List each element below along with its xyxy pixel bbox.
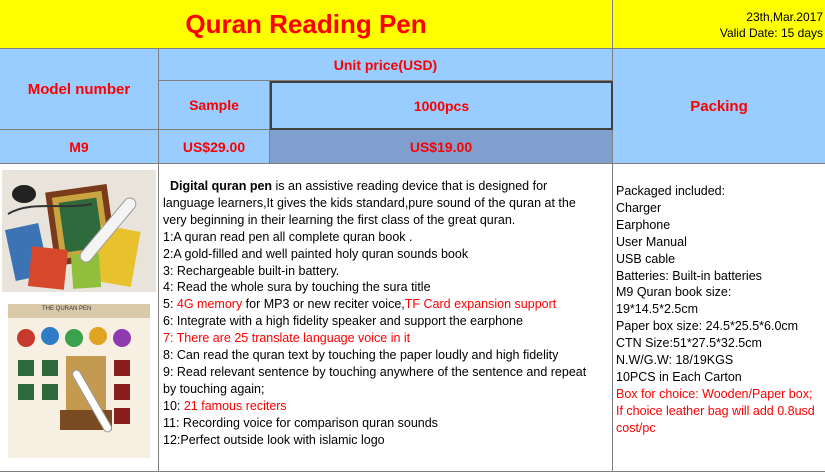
packing-line: Packaged included: — [616, 184, 726, 198]
desc-line: 4: Read the whole sura by touching the sura title — [163, 280, 431, 295]
packing-line: Paper box size: 24.5*25.5*6.0cm — [616, 319, 799, 334]
sample-price[interactable]: US$29.00 — [159, 130, 270, 164]
packing-line: CTN Size:51*27.5*32.5cm — [616, 336, 762, 351]
desc-line-5-tf: TF Card expansion support — [404, 297, 557, 312]
desc-line: 2:A gold-filled and well painted holy quran sounds book — [163, 246, 469, 261]
packing-header[interactable]: Packing — [613, 49, 825, 164]
desc-line-6: 6: Integrate with a high fidelity speaker and support the earphone — [163, 314, 523, 329]
desc-line-11: 11: Recording voice for comparison quran sounds — [163, 415, 438, 430]
desc-line-5-mid: for MP3 or new reciter voice, — [242, 297, 405, 312]
desc-line: very beginning in their learning the first class of the great quran. — [163, 212, 516, 227]
product-image-cell[interactable] — [0, 164, 159, 472]
model-value[interactable]: M9 — [0, 130, 159, 164]
packing-option-line: Box for choice: Wooden/Paper box; — [616, 386, 813, 401]
desc-line-10 — [163, 398, 612, 415]
desc-line-12: 12:Perfect outside look with islamic logo — [163, 432, 385, 447]
desc-line-7: 7: There are 25 translate language voice in it — [163, 331, 411, 346]
desc-line: 9: Read relevant sentence by touching anywhere of the sentence and repeat — [163, 364, 587, 379]
packing-line: Batteries: Built-in batteries — [616, 268, 762, 283]
model-number-header[interactable]: Model number — [0, 49, 159, 130]
validity-text: Valid Date: 15 days — [719, 26, 823, 40]
desc-lead-bold: Digital quran pen — [169, 179, 273, 193]
packing-line: 19*14.5*2.5cm — [616, 302, 699, 317]
desc-lead — [163, 178, 612, 195]
packing-option-line: If choice leather bag will add 0.8usd — [616, 403, 815, 418]
packing-cell[interactable] — [613, 164, 825, 472]
desc-line: 3: Rechargeable built-in battery. — [163, 263, 340, 278]
packing-line: M9 Quran book size: — [616, 285, 732, 300]
desc-lead-rest: is an assistive reading device that is designed for — [272, 179, 548, 193]
page-title: Quran Reading Pen — [185, 8, 427, 39]
packing-line: N.W/G.W: 18/19KGS — [616, 353, 734, 368]
desc-line: by touching again; — [163, 381, 265, 396]
desc-line-5-memory: 4G memory — [176, 297, 243, 312]
desc-line-5 — [163, 296, 612, 313]
packing-option-line: cost/pc — [616, 420, 656, 435]
product-image-label: THE QURAN PEN — [42, 306, 92, 312]
packing-line: Earphone — [616, 217, 671, 232]
desc-line: 8: Can read the quran text by touching the paper loudly and high fidelity — [163, 348, 559, 363]
packing-line: User Manual — [616, 234, 687, 249]
description-cell[interactable] — [159, 164, 613, 472]
title-cell[interactable] — [0, 0, 613, 49]
unit-price-header[interactable]: Unit price(USD) — [159, 49, 613, 81]
desc-line: language learners,It gives the kids standard,pure sound of the quran at the — [163, 195, 576, 210]
desc-line-5-prefix: 5: — [163, 297, 177, 312]
date-text: 23th,Mar.2017 — [746, 10, 823, 24]
desc-line-10-reciters: 21 famous reciters — [183, 398, 287, 413]
desc-line-10-prefix: 10: — [163, 398, 184, 413]
product-photos — [2, 170, 156, 458]
packing-line: USB cable — [616, 251, 676, 266]
packing-line: 10PCS in Each Carton — [616, 369, 742, 384]
bulk-qty-header[interactable]: 1000pcs — [270, 81, 613, 130]
date-cell[interactable] — [613, 0, 825, 49]
packing-line: Charger — [616, 200, 662, 215]
bulk-price[interactable]: US$19.00 — [270, 130, 613, 164]
sample-header[interactable]: Sample — [159, 81, 270, 130]
desc-line: 1:A quran read pen all complete quran book . — [163, 229, 413, 244]
